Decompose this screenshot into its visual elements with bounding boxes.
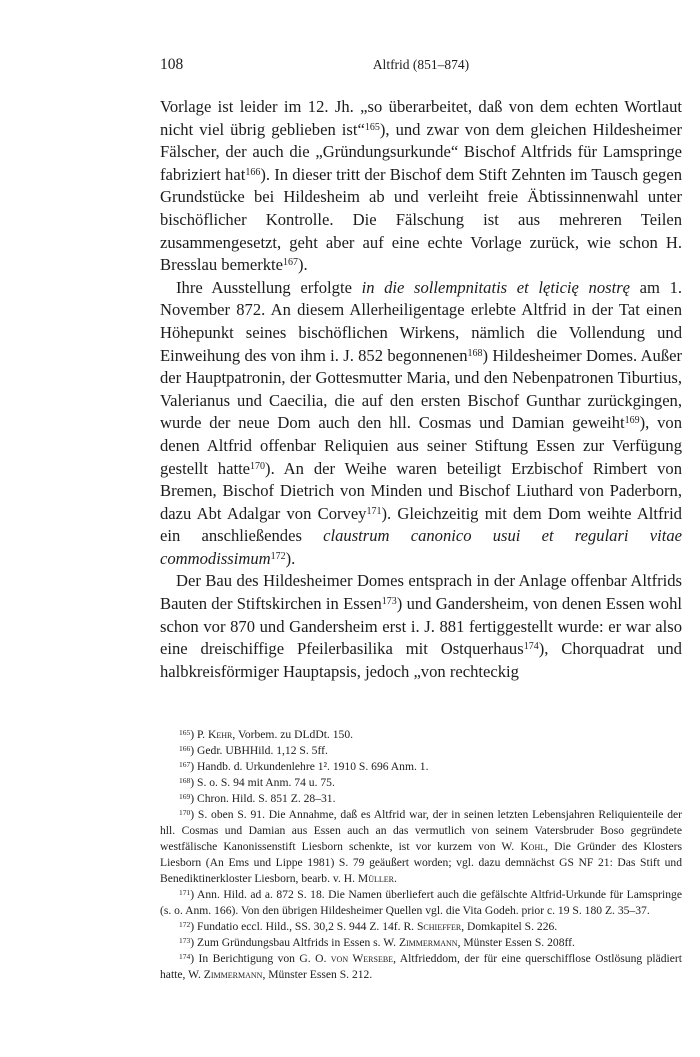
- text-run: ) Hildesheimer Domes. Außer der Hauptpatronin, der Gottesmutter Maria, und den Nebenpatronen Tiburtius, Valerianus und Caecilia, die auf den ersten Bischof Gunthar zurückgingen, wurde der neue Dom auch den hll. Cosmas und Damian geweiht: [160, 345, 683, 433]
- footnote-ref-169: 169: [624, 415, 640, 427]
- footnote-text: , Domkapitel S. 226.: [461, 920, 558, 934]
- footnote-paren: ): [190, 792, 198, 806]
- footnote-number: 166: [179, 744, 191, 754]
- footnote-166: [160, 743, 682, 759]
- footnote-paren: ): [190, 952, 199, 966]
- latin-quote: in die sollempnitatis et lęticię nostrę: [361, 277, 631, 297]
- footnote-ref-171: 171: [366, 505, 382, 517]
- author-name: Müller: [357, 872, 394, 886]
- footnote-ref-168: 168: [467, 347, 483, 359]
- footnote-number: 174: [179, 952, 191, 962]
- footnote-168: [160, 775, 682, 791]
- paragraph-2: [160, 277, 682, 571]
- footnote-ref-166: 166: [245, 166, 261, 178]
- latin-quote: claustrum canonico usui et regulari vitae commodissimum: [160, 526, 682, 568]
- book-page: [160, 56, 682, 983]
- footnote-text: Gedr. UBHHild. 1,12 S. 5ff.: [197, 744, 328, 758]
- footnote-text: , Münster Essen S. 208ff.: [457, 936, 575, 950]
- footnote-165: [160, 727, 682, 743]
- author-name: Schieffer: [416, 920, 462, 934]
- footnote-ref-174: 174: [523, 641, 539, 653]
- footnote-paren: ): [190, 920, 198, 934]
- footnote-text: , Die Gründer des Klosters Liesborn (An Ems und Lippe 1981) S. 79 geäußert worden; vgl. dazu demnächst GS NF 21: Das Stift und Benediktinerkloster Liesborn, bearb. v. H.: [160, 840, 682, 886]
- running-head: [160, 56, 682, 80]
- footnote-text: , Altfrieddom, der für eine querschifflose Ostlösung plädiert hatte, W.: [160, 952, 683, 982]
- footnote-paren: ): [190, 776, 198, 790]
- footnote-text: In Berichtigung von G. O.: [198, 952, 331, 966]
- footnote-173: [160, 935, 682, 951]
- running-title: Altfrid (851–874): [372, 57, 470, 72]
- footnote-text: S. oben S. 91. Die Annahme, daß es Altfrid war, der in seinen letzten Lebensjahren Reliquienteile der hll. Cosmas und Damian aus Essen auch an das vermutlich von seinem Vatersbruder Boso gegründete westfälische Kanonissenstift Liesborn schenkte, ist vor kurzem von W.: [160, 808, 682, 854]
- footnote-text: Zum Gründungsbau Altfrids in Essen s. W.: [197, 936, 399, 950]
- text-run: Der Bau des Hildesheimer Domes entsprach in der Anlage offenbar Altfrids Bauten der Stiftskirchen in Essen: [160, 571, 682, 614]
- footnote-170: [160, 807, 682, 887]
- footnote-text: S. o. S. 94 mit Anm. 74 u. 75.: [197, 776, 335, 790]
- footnote-paren: ): [190, 744, 198, 758]
- footnote-number: 172: [179, 920, 191, 930]
- text-run: am 1. November 872. An diesem Allerheiligentage erlebte Altfrid in der Tat einen Höhepunkt seines bischöflichen Wirkens, nämlich die Vollendung und Einweihung des von ihm i. J. 852 begonnenen: [160, 277, 683, 365]
- footnote-paren: ): [190, 936, 198, 950]
- footnote-number: 165: [179, 728, 191, 738]
- footnote-number: 173: [179, 936, 191, 946]
- footnote-text: Fundatio eccl. Hild., SS. 30,2 S. 944 Z. 14f. R.: [197, 920, 417, 934]
- author-name: Zimmermann: [203, 968, 263, 982]
- footnote-174: [160, 951, 682, 983]
- text-run: ), von denen Altfrid offenbar Reliquien aus seiner Stiftung Essen zur Verfügung gestellt hatte: [160, 413, 682, 478]
- footnote-number: 170: [179, 808, 191, 818]
- footnote-ref-172: 172: [270, 550, 286, 562]
- author-name: Kehr: [207, 728, 233, 742]
- page-number: 108: [160, 56, 184, 73]
- paragraph-1: [160, 96, 682, 277]
- footnote-paren: ): [190, 888, 197, 902]
- footnote-text: , Vorbem. zu DLdDt. 150.: [232, 728, 354, 742]
- footnote-number: 168: [179, 776, 191, 786]
- footnote-ref-170: 170: [250, 460, 266, 472]
- footnote-172: [160, 919, 682, 935]
- footnote-ref-173: 173: [381, 596, 397, 608]
- footnote-text: Chron. Hild. S. 851 Z. 28–31.: [197, 792, 336, 806]
- text-run: ). Gleichzeitig mit dem Dom weihte Altfrid ein anschließendes: [160, 503, 682, 546]
- footnote-text: P.: [197, 728, 208, 742]
- footnote-number: 171: [179, 888, 191, 898]
- footnotes: [160, 727, 682, 983]
- paragraph-3: [160, 570, 682, 683]
- text-run: ) und Gandersheim, von denen Essen wohl schon vor 870 und Gandersheim erst i. J. 881 fertiggestellt wurde: er war also eine dreischiffige Pfeilerbasilika mit Ostquerhaus: [160, 594, 682, 659]
- text-run: ), Chorquadrat und halbkreisförmiger Hauptapsis, jedoch „von rechteckig: [160, 639, 682, 681]
- text-run: ). In dieser tritt der Bischof dem Stift Zehnten im Tausch gegen Grundstücke bei Hildesheim ab und verleiht freie Äbtissinnenwahl unter bischöflicher Kontrolle. Die Fälschung ist aus mehreren Teilen zusammengesetzt, geht aber auf eine echte Vorlage zurück, wie schon H. Bresslau bemerkte: [160, 164, 682, 275]
- footnote-171: [160, 887, 682, 919]
- footnote-text: Ann. Hild. ad a. 872 S. 18. Die Namen überliefert auch die gefälschte Altfrid-Urkunde für Lamspringe (s. o. Anm. 166). Von den übrigen Hildesheimer Quellen vgl. die Vita Godeh. prior c. 19 S. 180 Z. 35–37.: [160, 888, 682, 918]
- footnote-number: 169: [179, 792, 191, 802]
- text-run: ). An der Weihe waren beteiligt Erzbischof Rimbert von Bremen, Bischof Dietrich von Minden und Bischof Liuthard von Paderborn, dazu Abt Adalgar von Corvey: [160, 458, 682, 523]
- text-run: Vorlage ist leider im 12. Jh. „so überarbeitet, daß von dem echten Wortlaut nicht viel übrig geblieben ist“: [160, 97, 682, 139]
- footnote-167: [160, 759, 682, 775]
- author-name: Zimmermann: [398, 936, 458, 950]
- footnote-paren: ): [190, 728, 198, 742]
- footnote-text: Handb. d. Urkundenlehre 1². 1910 S. 696 Anm. 1.: [197, 760, 429, 774]
- author-name: Kohl: [520, 840, 546, 854]
- footnote-ref-165: 165: [364, 121, 380, 133]
- main-text: [160, 96, 682, 683]
- text-run: ), und zwar von dem gleichen Hildesheimer Fälscher, der auch die „Gründungsurkunde“ Bischof Altfrids für Lamspringe fabriziert hat: [160, 119, 682, 184]
- text-run: ).: [298, 255, 308, 275]
- footnote-paren: ): [190, 760, 198, 774]
- footnote-ref-167: 167: [283, 257, 299, 269]
- footnote-text: , Münster Essen S. 212.: [262, 968, 373, 982]
- author-name: von Wersebe: [330, 952, 394, 966]
- footnote-169: [160, 791, 682, 807]
- footnote-number: 167: [179, 760, 191, 770]
- footnote-text: .: [394, 872, 397, 886]
- text-run: ).: [285, 548, 296, 568]
- footnote-paren: ): [190, 808, 198, 822]
- text-run: Ihre Ausstellung erfolgte: [176, 277, 362, 297]
